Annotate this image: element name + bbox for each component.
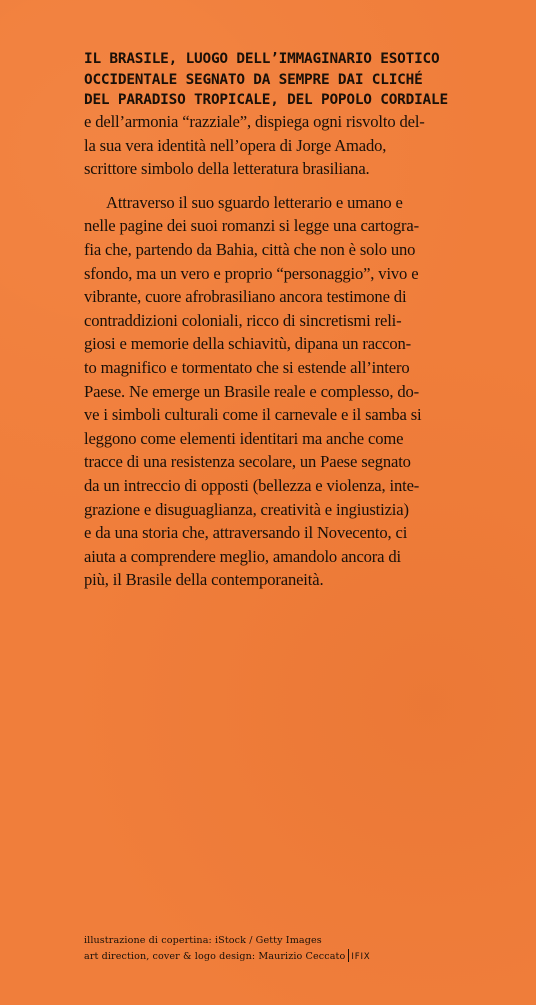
blurb-line: più, il Brasile della contemporaneità. [84,570,324,590]
design-credit-row [84,949,370,965]
blurb-line: vibrante, cuore afrobrasiliano ancora testimone di [84,287,407,307]
credit-divider [348,949,349,962]
blurb-line: fia che, partendo da Bahia, città che non è solo uno [84,239,416,259]
blurb-line: Paese. Ne emerge un Brasile reale e complesso, do- [84,381,420,401]
blurb-line: scrittore simbolo della letteratura brasiliana. [84,159,370,179]
blurb-line: to magnifico e tormentato che si estende all’intero [84,357,410,377]
studio-logo-text: IFIX [351,952,371,962]
blurb-line: giosi e memorie della schiavitù, dipana un raccon- [84,334,412,354]
lead-line: OCCIDENTALE SEGNATO DA SEMPRE DAI CLICHÉ [84,71,423,88]
design-credit: art direction, cover & logo design: Maurizio Ceccato [84,951,346,962]
blurb-text [84,110,469,592]
lead-line: IL BRASILE, LUOGO DELL’IMMAGINARIO ESOTICO [84,51,440,67]
blurb-line: grazione e disuguaglianza, creatività e ingiustizia) [84,499,409,519]
credits [84,933,370,965]
blurb-line: e da una storia che, attraversando il Novecento, ci [84,523,408,543]
blurb-line: da un intreccio di opposti (bellezza e violenza, inte- [84,475,420,495]
blurb-line: tracce di una resistenza secolare, un Paese segnato [84,452,411,472]
lead-line: DEL PARADISO TROPICALE, DEL POPOLO CORDIALE [84,92,448,108]
blurb-line: aiuta a comprendere meglio, amandolo ancora di [84,546,402,566]
blurb-line: la sua vera identità nell’opera di Jorge Amado, [84,135,387,155]
blurb-line: Attraverso il suo sguardo letterario e umano e [106,192,403,212]
blurb-line: sfondo, ma un vero e proprio “personaggio”, vivo e [84,263,419,283]
blurb-line: contraddizioni coloniali, ricco di sincretismi reli- [84,310,402,330]
blurb-line: leggono come elementi identitari ma anche come [84,428,404,448]
blurb-line: nelle pagine dei suoi romanzi si legge una cartogra- [84,216,420,236]
blurb-line: ve i simboli culturali come il carnevale e il samba si [84,405,422,425]
illustration-credit: illustrazione di copertina: iStock / Getty Images [84,935,322,946]
blurb-line: e dell’armonia “razziale”, dispiega ogni risvolto del- [84,112,425,131]
lead-heading [84,49,464,111]
